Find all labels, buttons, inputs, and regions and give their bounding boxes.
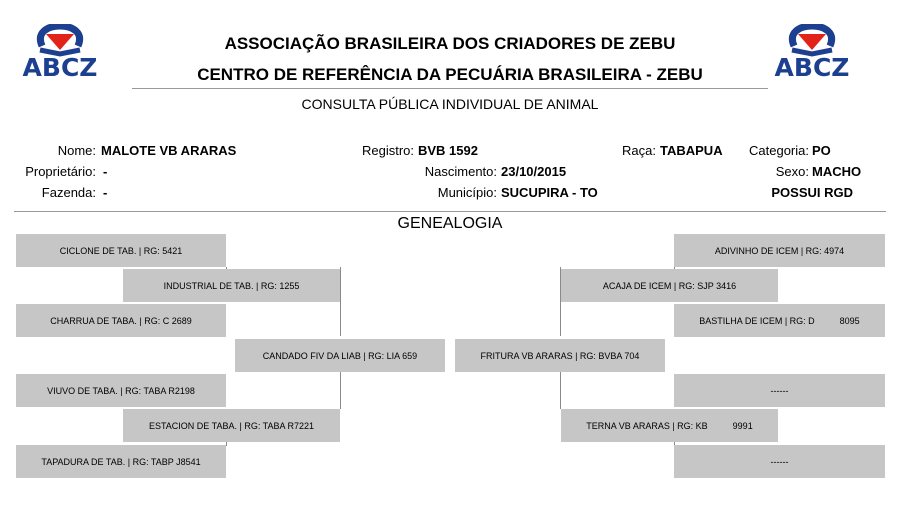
abcz-logo-left bbox=[12, 24, 108, 84]
rgd-status: POSSUI RGD bbox=[771, 185, 853, 200]
proprietario-value: - bbox=[103, 164, 108, 179]
page-title: ASSOCIAÇÃO BRASILEIRA DOS CRIADORES DE ZEBU bbox=[224, 34, 676, 53]
fazenda-label: Fazenda: bbox=[41, 185, 96, 200]
title-divider bbox=[132, 88, 768, 89]
sexo-label: Sexo: bbox=[775, 164, 809, 179]
raca-value: TABAPUA bbox=[660, 143, 723, 158]
pedigree-box-ss-dam: CHARRUA DE TABA. | RG: C 2689 bbox=[16, 304, 226, 337]
fazenda-value: - bbox=[103, 185, 108, 200]
categoria-label: Categoria: bbox=[749, 143, 809, 158]
pedigree-box-ss-sire: CICLONE DE TAB. | RG: 5421 bbox=[16, 234, 226, 267]
connector-line bbox=[340, 267, 341, 336]
registro-value: BVB 1592 bbox=[418, 143, 478, 158]
pedigree-box-dd-sire: ------ bbox=[674, 374, 885, 407]
sexo-value: MACHO bbox=[812, 164, 862, 179]
genealogy-title: GENEALOGIA bbox=[397, 215, 503, 232]
raca-label: Raça: bbox=[622, 143, 656, 158]
pedigree-box-dam-dam: TERNA VB ARARAS | RG: KB 9991 bbox=[561, 409, 778, 442]
pedigree-box-sire-sire: INDUSTRIAL DE TAB. | RG: 1255 bbox=[123, 269, 340, 302]
nome-label: Nome: bbox=[57, 143, 96, 158]
pedigree-box-sire: CANDADO FIV DA LIAB | RG: LIA 659 bbox=[235, 339, 445, 372]
municipio-value: SUCUPIRA - TO bbox=[501, 185, 598, 200]
connector-line bbox=[560, 371, 561, 409]
pedigree-box-sire-dam: ESTACION DE TABA. | RG: TABA R7221 bbox=[123, 409, 340, 442]
pedigree-box-dam: FRITURA VB ARARAS | RG: BVBA 704 bbox=[455, 339, 665, 372]
pedigree-box-ds-sire: ADIVINHO DE ICEM | RG: 4974 bbox=[674, 234, 885, 267]
pedigree-box-dam-sire: ACAJA DE ICEM | RG: SJP 3416 bbox=[561, 269, 778, 302]
proprietario-label: Proprietário: bbox=[25, 164, 96, 179]
connector-line bbox=[340, 371, 341, 409]
pedigree-box-ds-dam: BASTILHA DE ICEM | RG: D 8095 bbox=[674, 304, 885, 337]
logo-text: ABCZ bbox=[22, 53, 98, 82]
logo-text: ABCZ bbox=[774, 53, 850, 82]
pedigree-box-dd-dam: ------ bbox=[674, 445, 885, 478]
nascimento-label: Nascimento: bbox=[424, 164, 497, 179]
municipio-label: Município: bbox=[437, 185, 497, 200]
nome-value: MALOTE VB ARARAS bbox=[101, 143, 237, 158]
connector-line bbox=[226, 442, 227, 446]
pedigree-box-sd-sire: VIUVO DE TABA. | RG: TABA R2198 bbox=[16, 374, 226, 407]
categoria-value: PO bbox=[812, 143, 831, 158]
pedigree-box-sd-dam: TAPADURA DE TAB. | RG: TABP J8541 bbox=[16, 445, 226, 478]
page-subtitle-center: CENTRO DE REFERÊNCIA DA PECUÁRIA BRASILEIRA - ZEBU bbox=[197, 65, 703, 84]
registro-label: Registro: bbox=[361, 143, 414, 158]
info-divider bbox=[14, 211, 886, 212]
nascimento-value: 23/10/2015 bbox=[501, 164, 567, 179]
report-title: CONSULTA PÚBLICA INDIVIDUAL DE ANIMAL bbox=[301, 96, 599, 112]
abcz-logo-right bbox=[764, 24, 860, 84]
